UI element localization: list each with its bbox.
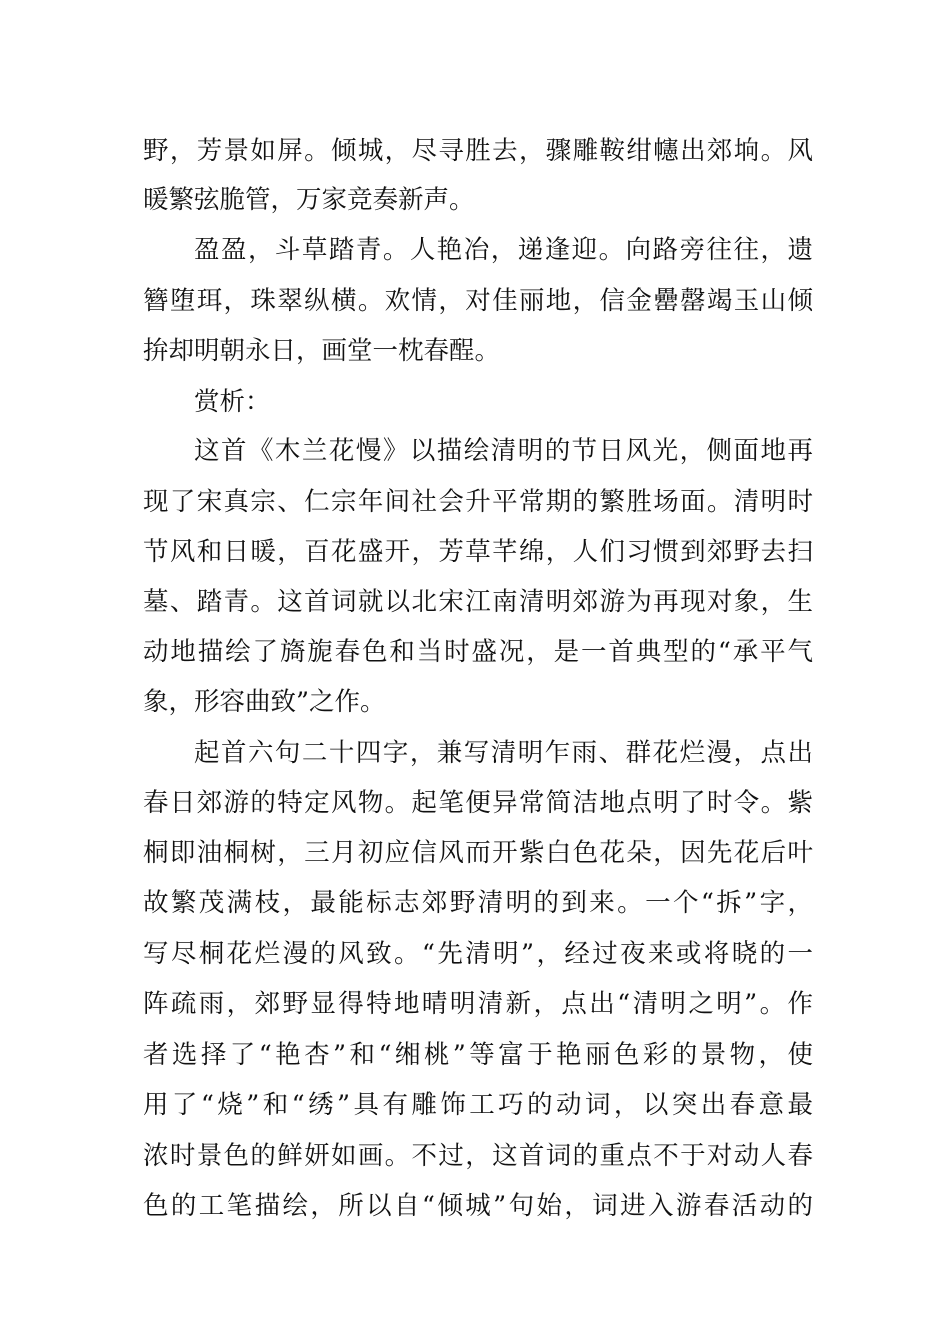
text-line: 墓、踏青。这首词就以北宋江南清明郊游为再现对象，生 [143, 587, 813, 617]
text-line: 暖繁弦脆管，万家竞奏新声。 [143, 185, 475, 215]
text-line: 用了“烧”和“绣”具有雕饰工巧的动词，以突出春意最 [143, 1090, 813, 1120]
text-line: 现了宋真宗、仁宗年间社会升平常期的繁胜场面。清明时 [143, 487, 813, 517]
text-line: 拚却明朝永日，画堂一枕春酲。 [143, 336, 501, 366]
text-line: 桐即油桐树，三月初应信风而开紫白色花朵，因先花后叶 [143, 838, 813, 868]
text-line: 写尽桐花烂漫的风致。“先清明”，经过夜来或将晓的一 [143, 939, 813, 969]
text-line: 阵疏雨，郊野显得特地晴明清新，点出“清明之明”。作 [143, 989, 813, 1019]
text-line: 动地描绘了旖旎春色和当时盛况，是一首典型的“承平气 [143, 637, 813, 667]
text-line: 这首《木兰花慢》以描绘清明的节日风光，侧面地再 [194, 436, 813, 466]
text-line: 起首六句二十四字，兼写清明乍雨、群花烂漫，点出 [194, 738, 813, 768]
text-line: 故繁茂满枝，最能标志郊野清明的到来。一个“拆”字， [143, 888, 813, 918]
text-line: 野，芳景如屏。倾城，尽寻胜去，骤雕鞍绀幰出郊垧。风 [143, 136, 813, 166]
text-line: 象，形容曲致”之作。 [143, 687, 386, 717]
text-line: 盈盈，斗草踏青。人艳冶，递逢迎。向路旁往往，遗 [194, 235, 813, 265]
text-line: 赏析： [194, 387, 271, 417]
text-line: 春日郊游的特定风物。起笔便异常简洁地点明了时令。紫 [143, 788, 813, 818]
text-line: 浓时景色的鲜妍如画。不过，这首词的重点不于对动人春 [143, 1141, 813, 1171]
text-line: 簪堕珥，珠翠纵横。欢情，对佳丽地，信金罍罄竭玉山倾 [143, 286, 813, 316]
text-line: 者选择了“艳杏”和“缃桃”等富于艳丽色彩的景物，使 [143, 1040, 813, 1070]
text-line: 节风和日暖，百花盛开，芳草芊绵，人们习惯到郊野去扫 [143, 537, 813, 567]
text-line: 色的工笔描绘，所以自“倾城”句始，词进入游春活动的 [143, 1191, 813, 1221]
